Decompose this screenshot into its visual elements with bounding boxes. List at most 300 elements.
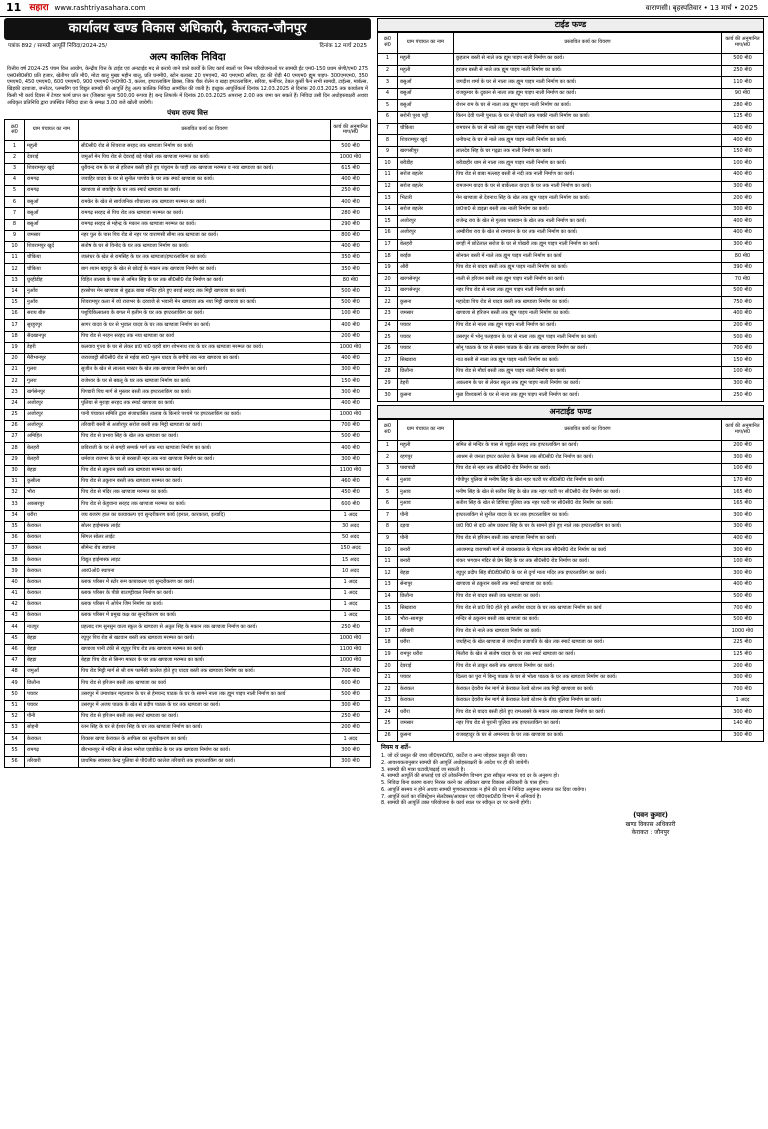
cell-measure: 400 मी0 — [331, 320, 371, 331]
cell-measure: 300 मी0 — [722, 545, 764, 557]
cell-serial: 12 — [378, 568, 398, 580]
cell-panchayat: महुली — [398, 65, 454, 77]
panchayat-section-title: पंचम राज्य वित्त — [167, 109, 208, 118]
cell-serial: 11 — [378, 556, 398, 568]
cell-measure: 400 मी0 — [331, 242, 371, 253]
cell-measure: 170 मी0 — [722, 475, 764, 487]
table-row — [378, 355, 764, 367]
table-row — [378, 100, 764, 112]
cell-panchayat: पचवर — [25, 700, 79, 711]
cell-panchayat: केराकत — [25, 521, 79, 532]
cell-measure: 150 मी0 — [722, 146, 764, 158]
table-row — [378, 672, 764, 684]
cell-serial: 23 — [378, 309, 398, 321]
cell-measure: 300 मी0 — [722, 510, 764, 522]
cell-description: नाउ बस्ती से नाला तक ह्यूम पाइप नाली निर्माण का कार्य। — [454, 355, 722, 367]
cell-description: आर0ओ0 स्थापना — [79, 566, 331, 577]
cell-measure: 1 अदद — [331, 734, 371, 745]
col-header-panchayat: ग्राम पंचायत का नाम — [398, 419, 454, 440]
cell-measure: 300 मी0 — [722, 568, 764, 580]
cell-measure: 15 अदद — [331, 555, 371, 566]
table-row — [378, 204, 764, 216]
cell-description: प्रा0पा0 से डाइन्ना बस्ती तक नाली निर्माण का कार्य। — [454, 204, 722, 216]
cell-measure: 150 अदद — [331, 544, 371, 555]
col-header-description: प्रस्तावित कार्य का विवरण — [454, 419, 722, 440]
table-row — [378, 719, 764, 731]
cell-serial: 25 — [378, 719, 398, 731]
cell-serial: 8 — [378, 521, 398, 533]
cell-serial: 3 — [378, 77, 398, 89]
cell-measure: 150 मी0 — [331, 376, 371, 387]
cell-measure: 1 अदद — [722, 695, 764, 707]
cell-serial: 1 — [378, 54, 398, 66]
cell-serial: 24 — [378, 707, 398, 719]
table-row — [378, 262, 764, 274]
col-header-panchayat: ग्राम पंचायत का नाम — [25, 120, 79, 141]
table-row — [378, 475, 764, 487]
table-row — [5, 566, 371, 577]
cell-panchayat: बेहड़ा — [398, 568, 454, 580]
table-row — [5, 689, 371, 700]
cell-serial: 20 — [5, 353, 25, 364]
cell-measure: 300 मी0 — [722, 707, 764, 719]
table-row — [5, 476, 371, 487]
cell-measure: 250 मी0 — [722, 390, 764, 402]
table-row — [5, 309, 371, 320]
cell-serial: 25 — [378, 332, 398, 344]
untied-fund-table — [377, 419, 764, 742]
cell-serial: 22 — [378, 297, 398, 309]
cell-measure: 250 मी0 — [722, 65, 764, 77]
cell-serial: 26 — [5, 421, 25, 432]
cell-description: तरियारी बस्ती से अजोरपुर सरोज बस्ती तक मिट्टी खण्डजा का कार्य। — [79, 421, 331, 432]
cell-description: ब्लाक परिसर में प्रमुख कक्ष का सुन्दरीकरण का कार्य। — [79, 611, 331, 622]
cell-panchayat: खरगसेनपुर — [398, 285, 454, 297]
cell-measure: 300 मी0 — [331, 700, 371, 711]
cell-description: मुन्ना विश्वकर्मा के घर से नाला तक ह्यूम पाइप नाली निर्माण का कार्य। — [454, 390, 722, 402]
cell-description: पशुचिकित्सालय के बगल में हलीम के घर तक इण्टरलाकिंग का कार्य। — [79, 309, 331, 320]
table-row — [5, 756, 371, 767]
cell-measure: 300 मी0 — [722, 730, 764, 742]
cell-measure: 1100 मी0 — [331, 644, 371, 655]
cell-measure: 110 मी0 — [722, 77, 764, 89]
table-row — [378, 181, 764, 193]
rule-item: 1. जो दरें प्रस्तुत की जाय जी0एस0टी0, कार्टेज व अन्य जोड़कर प्रस्तुत की जाय। — [381, 753, 528, 760]
table-row — [378, 274, 764, 286]
cell-serial: 1 — [5, 141, 25, 152]
col-header-panchayat: ग्राम पंचायत का नाम — [398, 33, 454, 54]
cell-serial: 31 — [5, 476, 25, 487]
cell-description: खण्डजा से ठकुरान बस्ती तक स्मार्ट खण्डजा का कार्य। — [454, 579, 722, 591]
cell-serial: 36 — [5, 532, 25, 543]
table-row — [378, 440, 764, 452]
cell-description: उसरपुर में अजय पाठक के खेत से प्रदीप पाठक के घर तक खण्डजा का कार्य। — [79, 700, 331, 711]
cell-serial: 15 — [5, 297, 25, 308]
cell-panchayat: सिखवारा — [398, 603, 454, 615]
cell-measure: 400 मी0 — [331, 443, 371, 454]
page-number: 11 — [6, 0, 22, 14]
cell-measure: 700 मी0 — [722, 343, 764, 355]
rule-item: 3. सामग्री की मात्रा घटायी/बढ़ाई जा सकती है। — [381, 766, 466, 773]
cell-description: रामकेर के खेत से सार्वजनिक शौचालय तक खण्डजा मरम्मत का कार्य। — [79, 197, 331, 208]
cell-measure: 1 अदद — [331, 510, 371, 521]
cell-serial: 22 — [5, 376, 25, 387]
cell-serial: 25 — [5, 409, 25, 420]
edition-date: वाराणसी। बृहस्पतिवार • 13 मार्च • 2025 — [645, 3, 758, 12]
cell-panchayat: तरियारी — [398, 626, 454, 638]
cell-description: रोशन राम के घर से नाला तक ह्यूम पाइप नाली निर्माण का कार्य। — [454, 100, 722, 112]
table-row — [378, 123, 764, 135]
cell-measure: 500 मी0 — [331, 141, 371, 152]
cell-panchayat: केराकत — [25, 588, 79, 599]
cell-description: बगही में छोटेलाल सरोज के घर से पोखरी तक ह्यूम पाइप नाली निर्माण का कार्य। — [454, 239, 722, 251]
cell-measure: 300 मी0 — [722, 181, 764, 193]
cell-serial: 23 — [5, 387, 25, 398]
notice-title: अल्प कालिक निविदा — [149, 52, 226, 64]
cell-serial: 55 — [5, 745, 25, 756]
cell-serial: 30 — [5, 465, 25, 476]
cell-measure: 700 मी0 — [722, 684, 764, 696]
cell-measure: 1000 मी0 — [331, 633, 371, 644]
cell-panchayat: बनारी — [398, 556, 454, 568]
cell-serial: 20 — [378, 274, 398, 286]
cell-serial: 2 — [378, 452, 398, 464]
table-row — [5, 297, 371, 308]
cell-measure: 280 मी0 — [331, 208, 371, 219]
table-row — [378, 54, 764, 66]
cell-serial: 19 — [378, 649, 398, 661]
table-row — [5, 454, 371, 465]
table-row — [5, 342, 371, 353]
cell-measure: 500 मी0 — [331, 689, 371, 700]
table-row — [378, 332, 764, 344]
cell-measure: 300 मी0 — [331, 454, 371, 465]
cell-measure: 10 अदद — [331, 566, 371, 577]
cell-measure: 80 मी0 — [331, 275, 371, 286]
col-header-description: प्रस्तावित कार्य का विवरण — [454, 33, 722, 54]
table-row — [5, 532, 371, 543]
rule-item: 8. सामग्री की आपूर्ति उक्त परियोजना के कार्य स्थल पर स्वीकृत दर पर करनी होगी। — [381, 800, 531, 807]
cell-description: सी0सी0 रोड से शिवराज सरहद तक खण्डजा निर्माण का कार्य। — [79, 141, 331, 152]
table-row — [378, 169, 764, 181]
cell-panchayat: सरोज बहलेर — [398, 204, 454, 216]
newspaper-header — [0, 0, 768, 17]
cell-description: खण्डजा से जवाहिर के घर तक स्मार्ट खण्डजा का कार्य। — [79, 186, 331, 197]
cell-description: गोपीपुर पुलिया से मनीष सिंह के खेत नहर पटरी पर सी0सी0 रोड निर्माण का कार्य। — [454, 475, 722, 487]
table-row — [5, 186, 371, 197]
cell-serial: 21 — [5, 365, 25, 376]
signatory-place: केराकत : जौनपुर — [631, 829, 670, 837]
col-header-measure: कार्य की अनुमानित माप/सं0 — [331, 120, 371, 141]
table-row — [5, 331, 371, 342]
cell-panchayat: बरीडीह — [398, 158, 454, 170]
cell-serial: 14 — [378, 591, 398, 603]
cell-description: खण्डजा पानी टंकी से रघुपुर पिच रोड तक खण्डजा मरम्मत का कार्य। — [79, 644, 331, 655]
cell-panchayat: भौरा — [25, 488, 79, 499]
cell-serial: 29 — [5, 454, 25, 465]
cell-serial: 5 — [5, 186, 25, 197]
cell-panchayat: बसुआँ — [398, 88, 454, 100]
table-row — [378, 452, 764, 464]
table-row — [5, 387, 371, 398]
cell-measure: 700 मी0 — [722, 603, 764, 615]
table-row — [378, 579, 764, 591]
cell-panchayat: केराकत — [25, 611, 79, 622]
cell-panchayat: औरी — [398, 262, 454, 274]
cell-panchayat: दड़वा — [398, 521, 454, 533]
table-row — [5, 488, 371, 499]
cell-panchayat: नाउपुर — [25, 622, 79, 633]
table-row — [378, 239, 764, 251]
col-header-measure: कार्य की अनुमानित माप/सं0 — [722, 33, 764, 54]
cell-measure: 400 मी0 — [722, 309, 764, 321]
cell-panchayat: अजोरपुर — [25, 409, 79, 420]
table-row — [5, 644, 371, 655]
reference-number: पत्रांक 892 / सामग्री आपूर्ति निविदा/2024-25/ — [8, 43, 108, 49]
cell-description: जयहिन्द के खेत खण्डजा से जगदीश प्रजापति के खेत तक स्मार्ट खण्डजा का कार्य। — [454, 637, 722, 649]
cell-serial: 54 — [5, 734, 25, 745]
table-row — [5, 521, 371, 532]
cell-serial: 17 — [378, 239, 398, 251]
cell-serial: 4 — [378, 88, 398, 100]
cell-serial: 14 — [5, 286, 25, 297]
cell-panchayat: भौरा–सामपुर — [398, 614, 454, 626]
cell-measure: 100 मी0 — [722, 464, 764, 476]
cell-panchayat: पौनी — [398, 510, 454, 522]
cell-serial: 10 — [5, 242, 25, 253]
table-row — [378, 533, 764, 545]
cell-measure: 80 मी0 — [722, 251, 764, 263]
cell-panchayat: अमिहित — [25, 432, 79, 443]
cell-serial: 32 — [5, 488, 25, 499]
cell-serial: 9 — [378, 146, 398, 158]
cell-serial: 18 — [378, 637, 398, 649]
cell-serial: 15 — [378, 216, 398, 228]
cell-panchayat: केराकत — [25, 532, 79, 543]
cell-description: कलवाव गुप्ता के घर से लेकर प्रा0 पा0 वहरी बाग शोभनाथ राय के घर तक खण्डजा मरम्मत का कार्य। — [79, 342, 331, 353]
cell-description: पिच रोड से मंदिर तक खण्डजा मरम्मत का कार्य। — [79, 488, 331, 499]
cell-measure: 225 मी0 — [722, 637, 764, 649]
table-row — [5, 230, 371, 241]
table-row — [5, 242, 371, 253]
cell-panchayat: केराकत — [25, 734, 79, 745]
cell-panchayat: गुलरा — [25, 376, 79, 387]
cell-description: राजबहादुर के घर से अमरनाथ के घर तक खण्डजा का कार्य। — [454, 730, 722, 742]
cell-description: कुहतान बस्ती से नाले तक ह्यूम पाइप नाली निर्माण का कार्य। — [454, 54, 722, 66]
cell-serial: 42 — [5, 600, 25, 611]
table-row — [378, 251, 764, 263]
table-row — [5, 174, 371, 185]
table-row — [378, 227, 764, 239]
cell-panchayat: बसुआँ — [398, 77, 454, 89]
cell-serial: 12 — [5, 264, 25, 275]
cell-serial: 52 — [5, 711, 25, 722]
untied-fund-table-body — [378, 440, 764, 741]
cell-description: पानी पंचायत समिति द्वारा संजाधासित तालाब के किनारे पश्चमे पर इण्टरलाकिंग का कार्य। — [79, 409, 331, 420]
cell-description: प्रा0 वि0 से दा0 ओम प्रकाश सिंह के घर के सामने होते हुए नाले तक इण्टरलाकिंग का कार्य। — [454, 521, 722, 533]
cell-measure: 800 मी0 — [331, 230, 371, 241]
table-row — [5, 734, 371, 745]
cell-description: हरजन बस्ती से नाले तक ह्यूम पाइप नाली निर्माण का कार्य। — [454, 65, 722, 77]
cell-description: ब्लाक परिसर में ओपेन जिम निर्माण का कार्य। — [79, 600, 331, 611]
cell-description: लालदेव सिंह के घर गढ़्ढा तक नाली निर्माण का कार्य। — [454, 146, 722, 158]
table-row — [378, 498, 764, 510]
table-row — [5, 723, 371, 734]
table-row — [5, 678, 371, 689]
cell-serial: 10 — [378, 158, 398, 170]
cell-serial: 21 — [378, 285, 398, 297]
untied-fund-title: अनटाईड फण्ड — [377, 405, 764, 419]
signatory-name: (पवन कुमार) — [633, 811, 668, 820]
cell-serial: 18 — [378, 251, 398, 263]
cell-description: मनीष सिंह के खेत से सतीश सिंह के खेत तक नहर पटरी पर सी0सी0 रोड निर्माण का कार्य। — [454, 487, 722, 499]
cell-panchayat: बेहड़ा — [25, 465, 79, 476]
table-row — [5, 208, 371, 219]
cell-panchayat: सरोज बहलेर — [398, 181, 454, 193]
website-url: www.rashtriyasahara.com — [54, 3, 146, 12]
cell-description: सागर यादव के घर से भुवाल यादव के घर तक खण्डजा निर्माण का कार्य। — [79, 320, 331, 331]
tied-fund-table — [377, 32, 764, 402]
cell-panchayat: सोहनी — [25, 723, 79, 734]
cell-description: रामगढ़ सरहद से पिच रोड तक खण्डजा मरम्मत का कार्य। — [79, 208, 331, 219]
table-row — [378, 591, 764, 603]
cell-serial: 23 — [378, 695, 398, 707]
cell-measure: 400 मी0 — [331, 398, 371, 409]
table-header-row — [378, 419, 764, 440]
cell-panchayat: बसुआँ — [25, 208, 79, 219]
cell-panchayat: जमसार — [398, 719, 454, 731]
cell-panchayat: पचवर — [398, 320, 454, 332]
cell-panchayat: अजोरपुर — [398, 216, 454, 228]
cell-panchayat: पचवर — [398, 672, 454, 684]
cell-description: पिण्डारी पिच मार्ग से मुस्तार बस्ती तक इण्टरलाकिंग का कार्य। — [79, 387, 331, 398]
cell-description: पिच रोड से नहर तक सी0सी0 रोड निर्माण का कार्य। — [454, 464, 722, 476]
cell-serial: 5 — [378, 100, 398, 112]
cell-panchayat: पचवर — [398, 332, 454, 344]
cell-panchayat: धरौरा — [398, 637, 454, 649]
cell-panchayat: अकबरपुर — [25, 499, 79, 510]
table-row — [378, 297, 764, 309]
cell-panchayat: रामगढ़ — [25, 174, 79, 185]
cell-description: सोनू पाठक के घर से बब्बन पाठक के खेत तक खण्डजा निर्माण का कार्य। — [454, 343, 722, 355]
cell-serial: 13 — [378, 579, 398, 591]
intro-paragraph: वित्तीय वर्ष 2024-25 पंचम वित्त आयोग, केन्द्रीय वित्त के टाईड एवं अनटाईड मद से कराये जाने वाले कार्यों के लिए कार्य स्थलों पर निम्न परियोजनाओं पर सामग्री ईंट एम0-150 प्रथम श्रेणी/एम0 275 एस0सी0सी0 प्रति हजार, खेतीगर प्रति मी0, मोटा बालू मुख्य महीन बालू, प्रति घनमी0, स्टोन बलास्ट 20 एमएम0, 40 एमएम0 सरिया, इंट की रोड़ी 40 एमएम0 ह्यूम पाइप- 300एमएम0, 350 एमएम0, 450 एमएम0, 600 एमएम0, 900 एमएम0 एन0पी0-3, कलश, इण्टरलाकिंग ब्रिक्स, जिक चैंक रोलेन व खड़ा इण्टरलाकिंग, सरिया, फर्नीचर, टेबल कुर्सी फैन सभी सामग्री, टाईल्स, मार्बल्स, खिड़की दरवाजा, जनरेटर, प्लम्बरिंग एवं विद्युत सामग्री की आपूर्ति हेतु अल्प कालिक निविदा आमंत्रित की जाती है। इच्छुक आपूर्तिकर्ता दिनांक 12.03.2025 से दिनांक 20.03.2025 तक कार्यालय में किसी भी कार्य दिवस में टेण्डर फार्म प्राप्त कर (जिसका मूल्य 500.00 रूपया है) बन्द लिफाफे में दिनांक 20.03.2025 अपरान्ह 2.00 तक जमा कर सकते हैं। निविदा उसी दिन अधोहस्ताक्षरी अथवा अधिकृत प्रतिनिधि द्वारा उपस्थित निविदा दाता के समक्ष 3.00 बजे खोली जायेगी। — [7, 65, 368, 106]
cell-panchayat: मैरीभानपुर — [25, 353, 79, 364]
cell-panchayat: कुसना — [398, 390, 454, 402]
col-header-description: प्रस्तावित कार्य का विवरण — [79, 120, 331, 141]
cell-description: बीरभानपुर में मन्दिर से लेकर मनोज एडवोकेट के घर तक खण्डजा निर्माण का कार्य। — [79, 745, 331, 756]
cell-panchayat: छितौना — [398, 367, 454, 379]
cell-description: पिच रोड से नरहन सरहद तक नया खण्डजा का कार्य — [79, 331, 331, 342]
cell-description: पिच रोड से यादव बस्ती होते हुए रामआसरे के मकान तक खण्डजा निर्माण का कार्य। — [454, 707, 722, 719]
cell-panchayat: सेनापुर — [398, 579, 454, 591]
table-row — [5, 421, 371, 432]
cell-measure: 1 अदद — [331, 577, 371, 588]
cell-measure: 200 मी0 — [722, 661, 764, 673]
table-row — [378, 487, 764, 499]
table-row — [5, 432, 371, 443]
cell-description: प्राथमिक स्वास्थ्य केन्द्र पुलिया से पी0जी0 कालेज तरियारी तक इण्टरलाकिंग का कार्य। — [79, 756, 331, 767]
table-row — [378, 367, 764, 379]
cell-serial: 49 — [5, 678, 25, 689]
cell-measure: 300 मी0 — [331, 745, 371, 756]
table-row — [5, 633, 371, 644]
cell-serial: 7 — [5, 208, 25, 219]
cell-description: धनीचन्द के घर से नाले तक ह्यूम पाइप नाली निर्माण का कार्य। — [454, 135, 722, 147]
table-row — [5, 544, 371, 555]
cell-panchayat: केराकत — [398, 684, 454, 696]
cell-serial: 35 — [5, 521, 25, 532]
cell-serial: 19 — [5, 342, 25, 353]
cell-serial: 1 — [378, 440, 398, 452]
cell-serial: 24 — [378, 320, 398, 332]
table-row — [5, 600, 371, 611]
cell-serial: 26 — [378, 730, 398, 742]
table-row — [378, 111, 764, 123]
cell-measure: 280 मी0 — [722, 100, 764, 112]
cell-description: राजेन्द्र राय के खेत से गुलाब पासवान के खेत तक नाली निर्माण का कार्य। — [454, 216, 722, 228]
cell-measure: 100 मी0 — [722, 158, 764, 170]
cell-serial: 4 — [378, 475, 398, 487]
table-row — [378, 626, 764, 638]
cell-panchayat: महुली — [398, 54, 454, 66]
cell-panchayat: अजोरपुर — [398, 227, 454, 239]
rules-title: नियम व शर्ते– — [381, 744, 411, 752]
cell-serial: 8 — [5, 219, 25, 230]
cell-description: पिच रोड से ठाकुर बस्ती तक खण्डजा निर्माण का कार्य। — [454, 661, 722, 673]
cell-panchayat: सुरहुरपुर — [25, 320, 79, 331]
cell-serial: 21 — [378, 672, 398, 684]
cell-measure: 300 मी0 — [722, 452, 764, 464]
cell-description: विहित तालाब के पास से अमित सिंह के घर तक सी0सी0 रोड निर्माण का कार्य। — [79, 275, 331, 286]
cell-description: मिलौरा के खेत से संतोष यादव के घर तक स्मार्ट खण्डजा का कार्य। — [454, 649, 722, 661]
cell-serial: 47 — [5, 655, 25, 666]
cell-description: पिच रोड से ठकुरान बस्ती तक खण्डजा मरम्मत का कार्य। — [79, 476, 331, 487]
cell-measure: 1 अदद — [331, 611, 371, 622]
rule-item: 2. आवश्यकतानुसार सामग्री की आपूर्ति अधोहस्ताक्षरी के आदेश पर ही की जायेगी। — [381, 759, 530, 766]
cell-panchayat: केराकत — [25, 544, 79, 555]
cell-panchayat: सरोज बहलेर — [398, 169, 454, 181]
table-row — [5, 577, 371, 588]
table-row — [378, 464, 764, 476]
cell-measure: 1 अदद — [331, 600, 371, 611]
table-row — [378, 556, 764, 568]
table-row — [5, 163, 371, 174]
table-row — [5, 197, 371, 208]
cell-panchayat: तरियारी — [25, 756, 79, 767]
signature-block — [537, 811, 764, 838]
cell-description: मेन खण्डजा से देवनाथ सिंह के खेत तक ह्यूम पाइप नाली निर्माण का कार्य। — [454, 193, 722, 205]
table-row — [378, 521, 764, 533]
cell-serial: 19 — [378, 262, 398, 274]
cell-serial: 18 — [5, 331, 25, 342]
table-row — [5, 588, 371, 599]
cell-description: जमुआँ मेन पिच रोड से देवराई बड़े पोखरे तक खण्डजा मरम्मत का कार्य। — [79, 152, 331, 163]
cell-description: आजमगढ़ वाराणसी मार्ग से जायसवाल के गोदाम तक सी0सी0 रोड निर्माण का कार्य — [454, 545, 722, 557]
cell-serial: 4 — [5, 174, 25, 185]
rule-item: 5. निविदा बिना कारण बताए निरस्त करने का अधिकार खण्ड विकास अधिकारी के पास होगा। — [381, 780, 549, 787]
cell-panchayat: केराकत — [25, 555, 79, 566]
cell-panchayat: सैदखानपुर — [25, 331, 79, 342]
cell-panchayat: जमुआँ — [25, 667, 79, 678]
cell-description: केराकत देवरीय मेन मार्ग से केराकत रेलवे स्टेशन के बीच पुलिया निर्माण का कार्य। — [454, 695, 722, 707]
cell-measure: 300 मी0 — [722, 378, 764, 390]
cell-description: छविराजी के घर से बगही सम्पर्क मार्ग तक नया खण्डजा निर्माण का कार्य। — [79, 443, 331, 454]
cell-panchayat: नुआव — [398, 475, 454, 487]
cell-measure: 400 मी0 — [722, 135, 764, 147]
cell-serial: 40 — [5, 577, 25, 588]
right-column — [377, 18, 764, 1126]
